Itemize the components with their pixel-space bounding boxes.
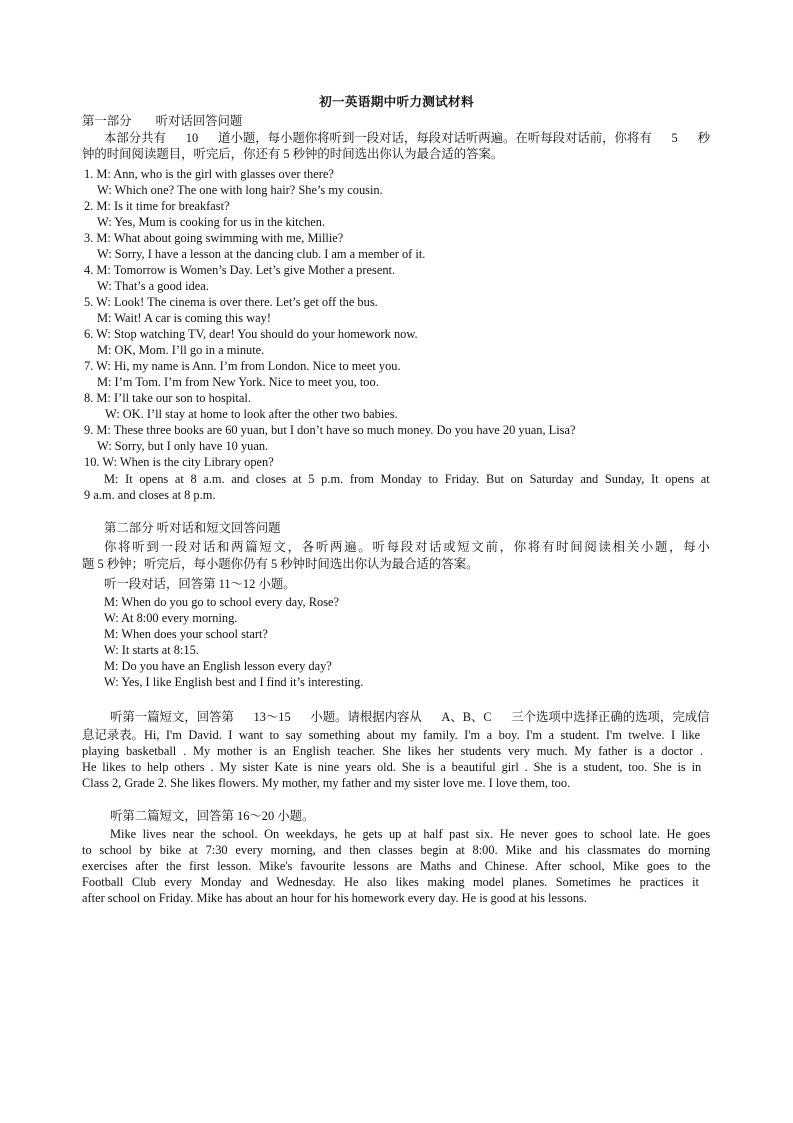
dialog-line: W: OK. I’ll stay at home to look after the other two babies. (105, 407, 398, 421)
dialog-line: W: It starts at 8:15. (104, 643, 199, 657)
part1-intro-line: 钟的时间阅读题目，听完后，你还有 5 秒钟的时间选出你认为最合适的答案。 (82, 147, 504, 161)
passage2-line: Football Club every Monday and Wednesday. He also likes making model planes. Sometimes he practices it (82, 875, 699, 889)
passage2-intro: 听第二篇短文，回答第 16～20 小题。 (110, 809, 315, 823)
dialog-line: 9. M: These three books are 60 yuan, but I don’t have so much money. Do you have 20 yuan, Lisa? (84, 423, 576, 437)
passage1-line: 息记录表。Hi, I'm David. I want to say something about my family. I'm a boy. I'm a student. I'm twelve. I like (82, 728, 701, 742)
dialog-line: 1. M: Ann, who is the girl with glasses over there? (84, 167, 334, 181)
dialog-line: 10. W: When is the city Library open? (84, 455, 274, 469)
dialog-line: W: Which one? The one with long hair? She’s my cousin. (97, 183, 383, 197)
dialog-line: M: Wait! A car is coming this way! (97, 311, 271, 325)
dialog-line: 3. M: What about going swimming with me, Millie? (84, 231, 344, 245)
dialog-line: M: I’m Tom. I’m from New York. Nice to meet you, too. (97, 375, 379, 389)
page-title: 初一英语期中听力测试材料 (319, 95, 474, 109)
passage1-line: 听第一篇短文，回答第 13～15 小题。请根据内容从 A、B、C 三个选项中选择正确的选项，完成信 (110, 710, 710, 724)
dialog-line: 8. M: I’ll take our son to hospital. (84, 391, 251, 405)
passage1-line: playing basketball . My mother is an English teacher. She likes her students very much. My father is a doctor . (82, 744, 703, 758)
passage2-line: Mike lives near the school. On weekdays, he gets up at half past six. He never goes to school late. He goes (110, 827, 711, 841)
part1-heading (82, 113, 242, 129)
dialog-line: 2. M: Is it time for breakfast? (84, 199, 230, 213)
part1-heading-label: 第一部分 (82, 114, 132, 128)
part2-intro-line: 题 5 秒钟；听完后，每小题你仍有 5 秒钟时间选出你认为最合适的答案。 (82, 557, 479, 571)
passage1-line: He likes to help others . My sister Kate is nine years old. She is a beautiful girl . She is a student, too. She is in (82, 760, 702, 774)
dialog-line: W: Yes, I like English best and I find it’s interesting. (104, 675, 364, 689)
passage2-line: to school by bike at 7:30 every morning, and then classes begin at 8:00. Mike and his classmates do morning (82, 843, 711, 857)
part2-heading: 第二部分 听对话和短文回答问题 (104, 521, 281, 535)
dialog-line: W: Yes, Mum is cooking for us in the kitchen. (97, 215, 326, 229)
dialog-line: 7. W: Hi, my name is Ann. I’m from London. Nice to meet you. (84, 359, 401, 373)
dialog-line: M: Do you have an English lesson every day? (104, 659, 332, 673)
dialog-line: W: That’s a good idea. (97, 279, 209, 293)
dialog-intro: 听一段对话，回答第 11～12 小题。 (104, 577, 296, 591)
dialog-line: M: When do you go to school every day, Rose? (104, 595, 340, 609)
dialog-line: W: Sorry, but I only have 10 yuan. (97, 439, 269, 453)
part1-heading-text: 听对话回答问题 (155, 114, 243, 128)
passage1-line: Class 2, Grade 2. She likes flowers. My mother, my father and my sister love me. I love them, too. (82, 776, 571, 790)
part1-intro-line: 本部分共有 10 道小题，每小题你将听到一段对话，每段对话听两遍。在听每段对话前，你将有 5 秒 (104, 131, 710, 145)
dialog-line: M: When does your school start? (104, 627, 268, 641)
passage2-line: exercises after the first lesson. Mike's favourite lessons are Maths and Chinese. After school, Mike goes to the (82, 859, 711, 873)
passage2-line: after school on Friday. Mike has about an hour for his homework every day. He is good at his lessons. (82, 891, 587, 905)
dialog-line: 4. M: Tomorrow is Women’s Day. Let’s give Mother a present. (84, 263, 396, 277)
dialog-line: 6. W: Stop watching TV, dear! You should do your homework now. (84, 327, 418, 341)
dialog-line: M: OK, Mom. I’ll go in a minute. (97, 343, 265, 357)
dialog-line: 5. W: Look! The cinema is over there. Let’s get off the bus. (84, 295, 378, 309)
part2-intro-line: 你将听到一段对话和两篇短文，各听两遍。听每段对话或短文前，你将有时间阅读相关小题，每小 (104, 540, 712, 554)
dialog-line: M: It opens at 8 a.m. and closes at 5 p.m. from Monday to Friday. But on Saturday and Sunday, It opens at (104, 472, 710, 486)
dialog-line: 9 a.m. and closes at 8 p.m. (84, 488, 216, 502)
dialog-line: W: Sorry, I have a lesson at the dancing club. I am a member of it. (97, 247, 426, 261)
dialog-line: W: At 8:00 every morning. (104, 611, 238, 625)
